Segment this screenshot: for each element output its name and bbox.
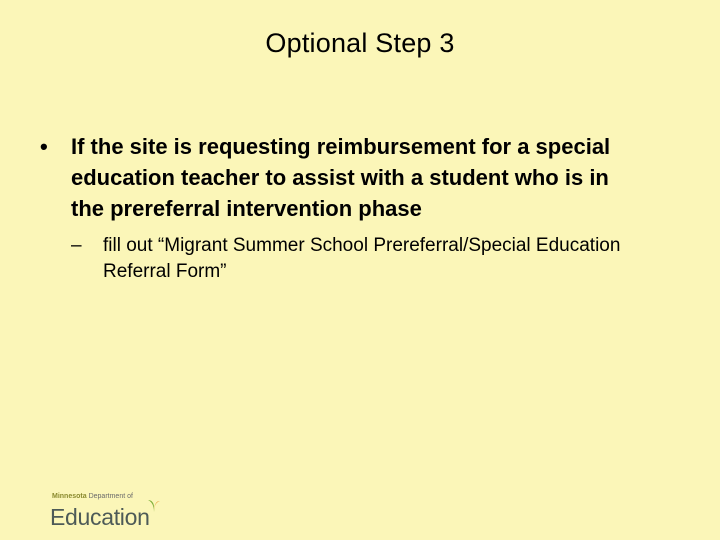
sub-bullet-text: fill out “Migrant Summer School Prereferral/Special Education Referral Form” [103,235,621,282]
logo-top-line [52,493,133,501]
logo-word: Education [50,504,150,530]
slide-title: Optional Step 3 [265,28,455,58]
leaf-icon [147,497,161,513]
sub-bullet-item [71,233,680,285]
sub-bullet-marker: – [71,235,82,256]
logo-state: Minnesota [52,493,87,500]
mn-department-of-education-logo [50,493,190,533]
bullet-item [40,131,680,224]
bullet-list [40,131,680,285]
bullet-marker: • [40,134,48,159]
bullet-text: If the site is requesting reimbursement for a special education teacher to assist with a student who is in the prereferral intervention phase [71,134,611,221]
logo-department: Department of [88,493,133,500]
